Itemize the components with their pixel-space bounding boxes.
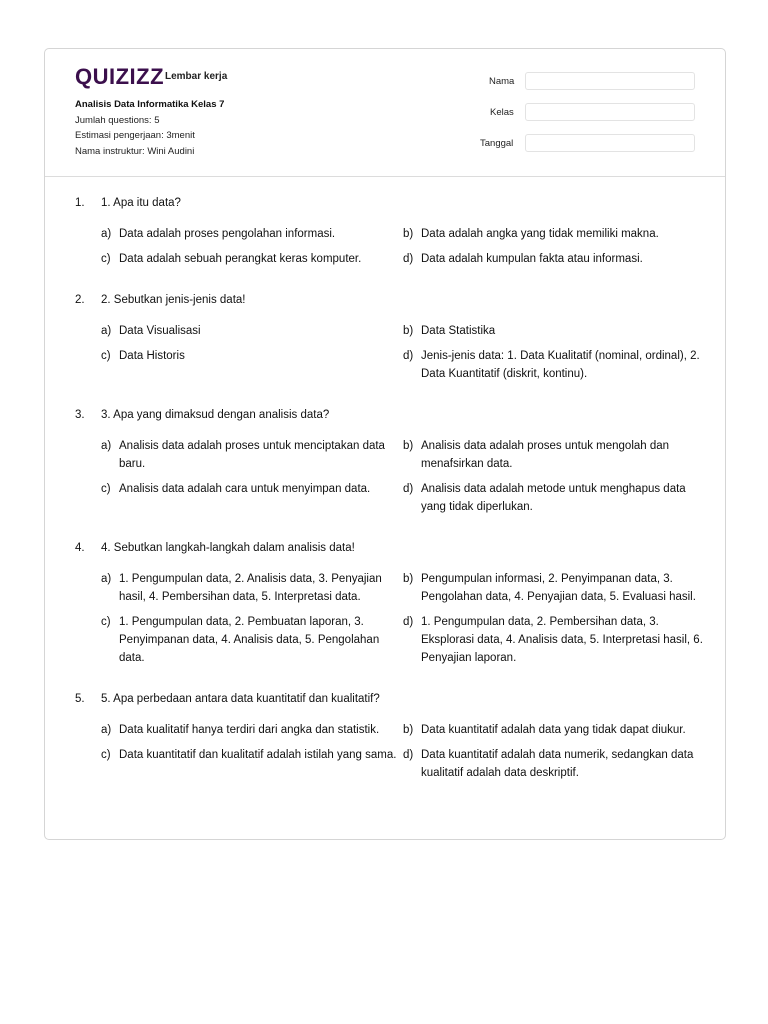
- option-b[interactable]: [403, 721, 703, 739]
- quizizz-logo: QUIZIZZ: [75, 64, 165, 89]
- option-d[interactable]: [403, 613, 703, 667]
- option-letter: a): [101, 573, 112, 585]
- option-text: Analisis data adalah proses untuk mengolah dan menafsirkan data.: [421, 440, 670, 470]
- option-c[interactable]: [101, 347, 403, 383]
- option-letter: a): [101, 228, 112, 240]
- option-c[interactable]: [101, 613, 403, 667]
- option-letter: d): [403, 253, 414, 265]
- option-a[interactable]: [101, 570, 403, 606]
- question-1: [75, 195, 695, 268]
- class-label: Kelas: [490, 107, 514, 118]
- option-letter: d): [403, 350, 414, 362]
- question-text: 2. Sebutkan jenis-jenis data!: [101, 294, 246, 306]
- question-text: 4. Sebutkan langkah-langkah dalam analisis data!: [101, 542, 355, 554]
- class-field[interactable]: [525, 103, 695, 121]
- option-text: Analisis data adalah metode untuk menghapus data yang tidak diperlukan.: [421, 483, 686, 513]
- question-number: 3.: [75, 409, 85, 421]
- option-letter: c): [101, 616, 111, 628]
- estimated-time: Estimasi pengerjaan: 3menit: [75, 130, 195, 141]
- question-count: Jumlah questions: 5: [75, 115, 160, 126]
- option-a[interactable]: [101, 225, 403, 243]
- option-text: Analisis data adalah proses untuk menciptakan data baru.: [119, 440, 385, 470]
- question-5: [75, 691, 695, 782]
- worksheet-subtitle: Lembar kerja: [165, 71, 228, 82]
- option-b[interactable]: [403, 322, 703, 340]
- option-letter: d): [403, 749, 414, 761]
- option-letter: b): [403, 325, 414, 337]
- option-text: Pengumpulan informasi, 2. Penyimpanan data, 3. Pengolahan data, 4. Penyajian data, 5. Evaluasi hasil.: [421, 573, 696, 603]
- worksheet: [44, 48, 726, 840]
- option-text: Data kuantitatif adalah data numerik, sedangkan data kualitatif adalah data deskriptif.: [421, 749, 694, 779]
- option-c[interactable]: [101, 250, 403, 268]
- question-text: 1. Apa itu data?: [101, 197, 181, 209]
- option-text: Data kuantitatif adalah data yang tidak dapat diukur.: [421, 724, 686, 736]
- question-text: 3. Apa yang dimaksud dengan analisis data?: [101, 409, 330, 421]
- option-text: Data adalah sebuah perangkat keras komputer.: [119, 253, 362, 265]
- option-letter: b): [403, 228, 414, 240]
- option-letter: c): [101, 749, 111, 761]
- option-letter: c): [101, 483, 111, 495]
- option-d[interactable]: [403, 347, 703, 383]
- option-letter: b): [403, 573, 414, 585]
- option-text: 1. Pengumpulan data, 2. Analisis data, 3. Penyajian hasil, 4. Pembersihan data, 5. Interpretasi data.: [119, 573, 382, 603]
- option-text: 1. Pengumpulan data, 2. Pembersihan data, 3. Eksplorasi data, 4. Analisis data, 5. Interpretasi hasil, 6. Penyajian laporan.: [421, 616, 703, 664]
- date-field[interactable]: [525, 134, 695, 152]
- instructor-name: Nama instruktur: Wini Audini: [75, 146, 195, 157]
- option-letter: d): [403, 616, 414, 628]
- option-c[interactable]: [101, 480, 403, 516]
- question-list: [75, 195, 703, 806]
- option-text: Data kuantitatif dan kualitatif adalah istilah yang sama.: [119, 749, 397, 761]
- option-letter: c): [101, 253, 111, 265]
- option-d[interactable]: [403, 480, 703, 516]
- option-text: Jenis-jenis data: 1. Data Kualitatif (nominal, ordinal), 2. Data Kuantitatif (diskrit, kontinu).: [421, 350, 700, 380]
- option-d[interactable]: [403, 250, 703, 268]
- option-a[interactable]: [101, 322, 403, 340]
- option-letter: b): [403, 724, 414, 736]
- question-number: 2.: [75, 294, 85, 306]
- worksheet-header: [45, 49, 725, 177]
- option-c[interactable]: [101, 746, 403, 782]
- question-text: 5. Apa perbedaan antara data kuantitatif dan kualitatif?: [101, 693, 380, 705]
- option-b[interactable]: [403, 437, 703, 473]
- option-b[interactable]: [403, 570, 703, 606]
- option-letter: c): [101, 350, 111, 362]
- option-text: Data Visualisasi: [119, 325, 201, 337]
- date-label: Tanggal: [480, 138, 514, 149]
- option-letter: a): [101, 325, 112, 337]
- option-text: Data adalah proses pengolahan informasi.: [119, 228, 336, 240]
- option-b[interactable]: [403, 225, 703, 243]
- option-a[interactable]: [101, 437, 403, 473]
- option-d[interactable]: [403, 746, 703, 782]
- name-field[interactable]: [525, 72, 695, 90]
- option-text: Data kualitatif hanya terdiri dari angka dan statistik.: [119, 724, 380, 736]
- question-2: [75, 292, 700, 383]
- option-letter: a): [101, 440, 112, 452]
- option-a[interactable]: [101, 721, 403, 739]
- question-3: [75, 407, 695, 516]
- worksheet-title: Analisis Data Informatika Kelas 7: [75, 99, 225, 110]
- option-text: 1. Pengumpulan data, 2. Pembuatan laporan, 3. Penyimpanan data, 4. Analisis data, 5. Pengolahan data.: [119, 616, 380, 664]
- question-4: [75, 540, 703, 667]
- option-text: Data Statistika: [421, 325, 496, 337]
- option-letter: b): [403, 440, 414, 452]
- question-number: 1.: [75, 197, 85, 209]
- name-label: Nama: [489, 76, 515, 87]
- option-letter: a): [101, 724, 112, 736]
- option-text: Data adalah angka yang tidak memiliki makna.: [421, 228, 659, 240]
- option-text: Data Historis: [119, 350, 185, 362]
- question-number: 5.: [75, 693, 85, 705]
- option-letter: d): [403, 483, 414, 495]
- option-text: Data adalah kumpulan fakta atau informasi.: [421, 253, 643, 265]
- option-text: Analisis data adalah cara untuk menyimpan data.: [119, 483, 371, 495]
- question-number: 4.: [75, 542, 85, 554]
